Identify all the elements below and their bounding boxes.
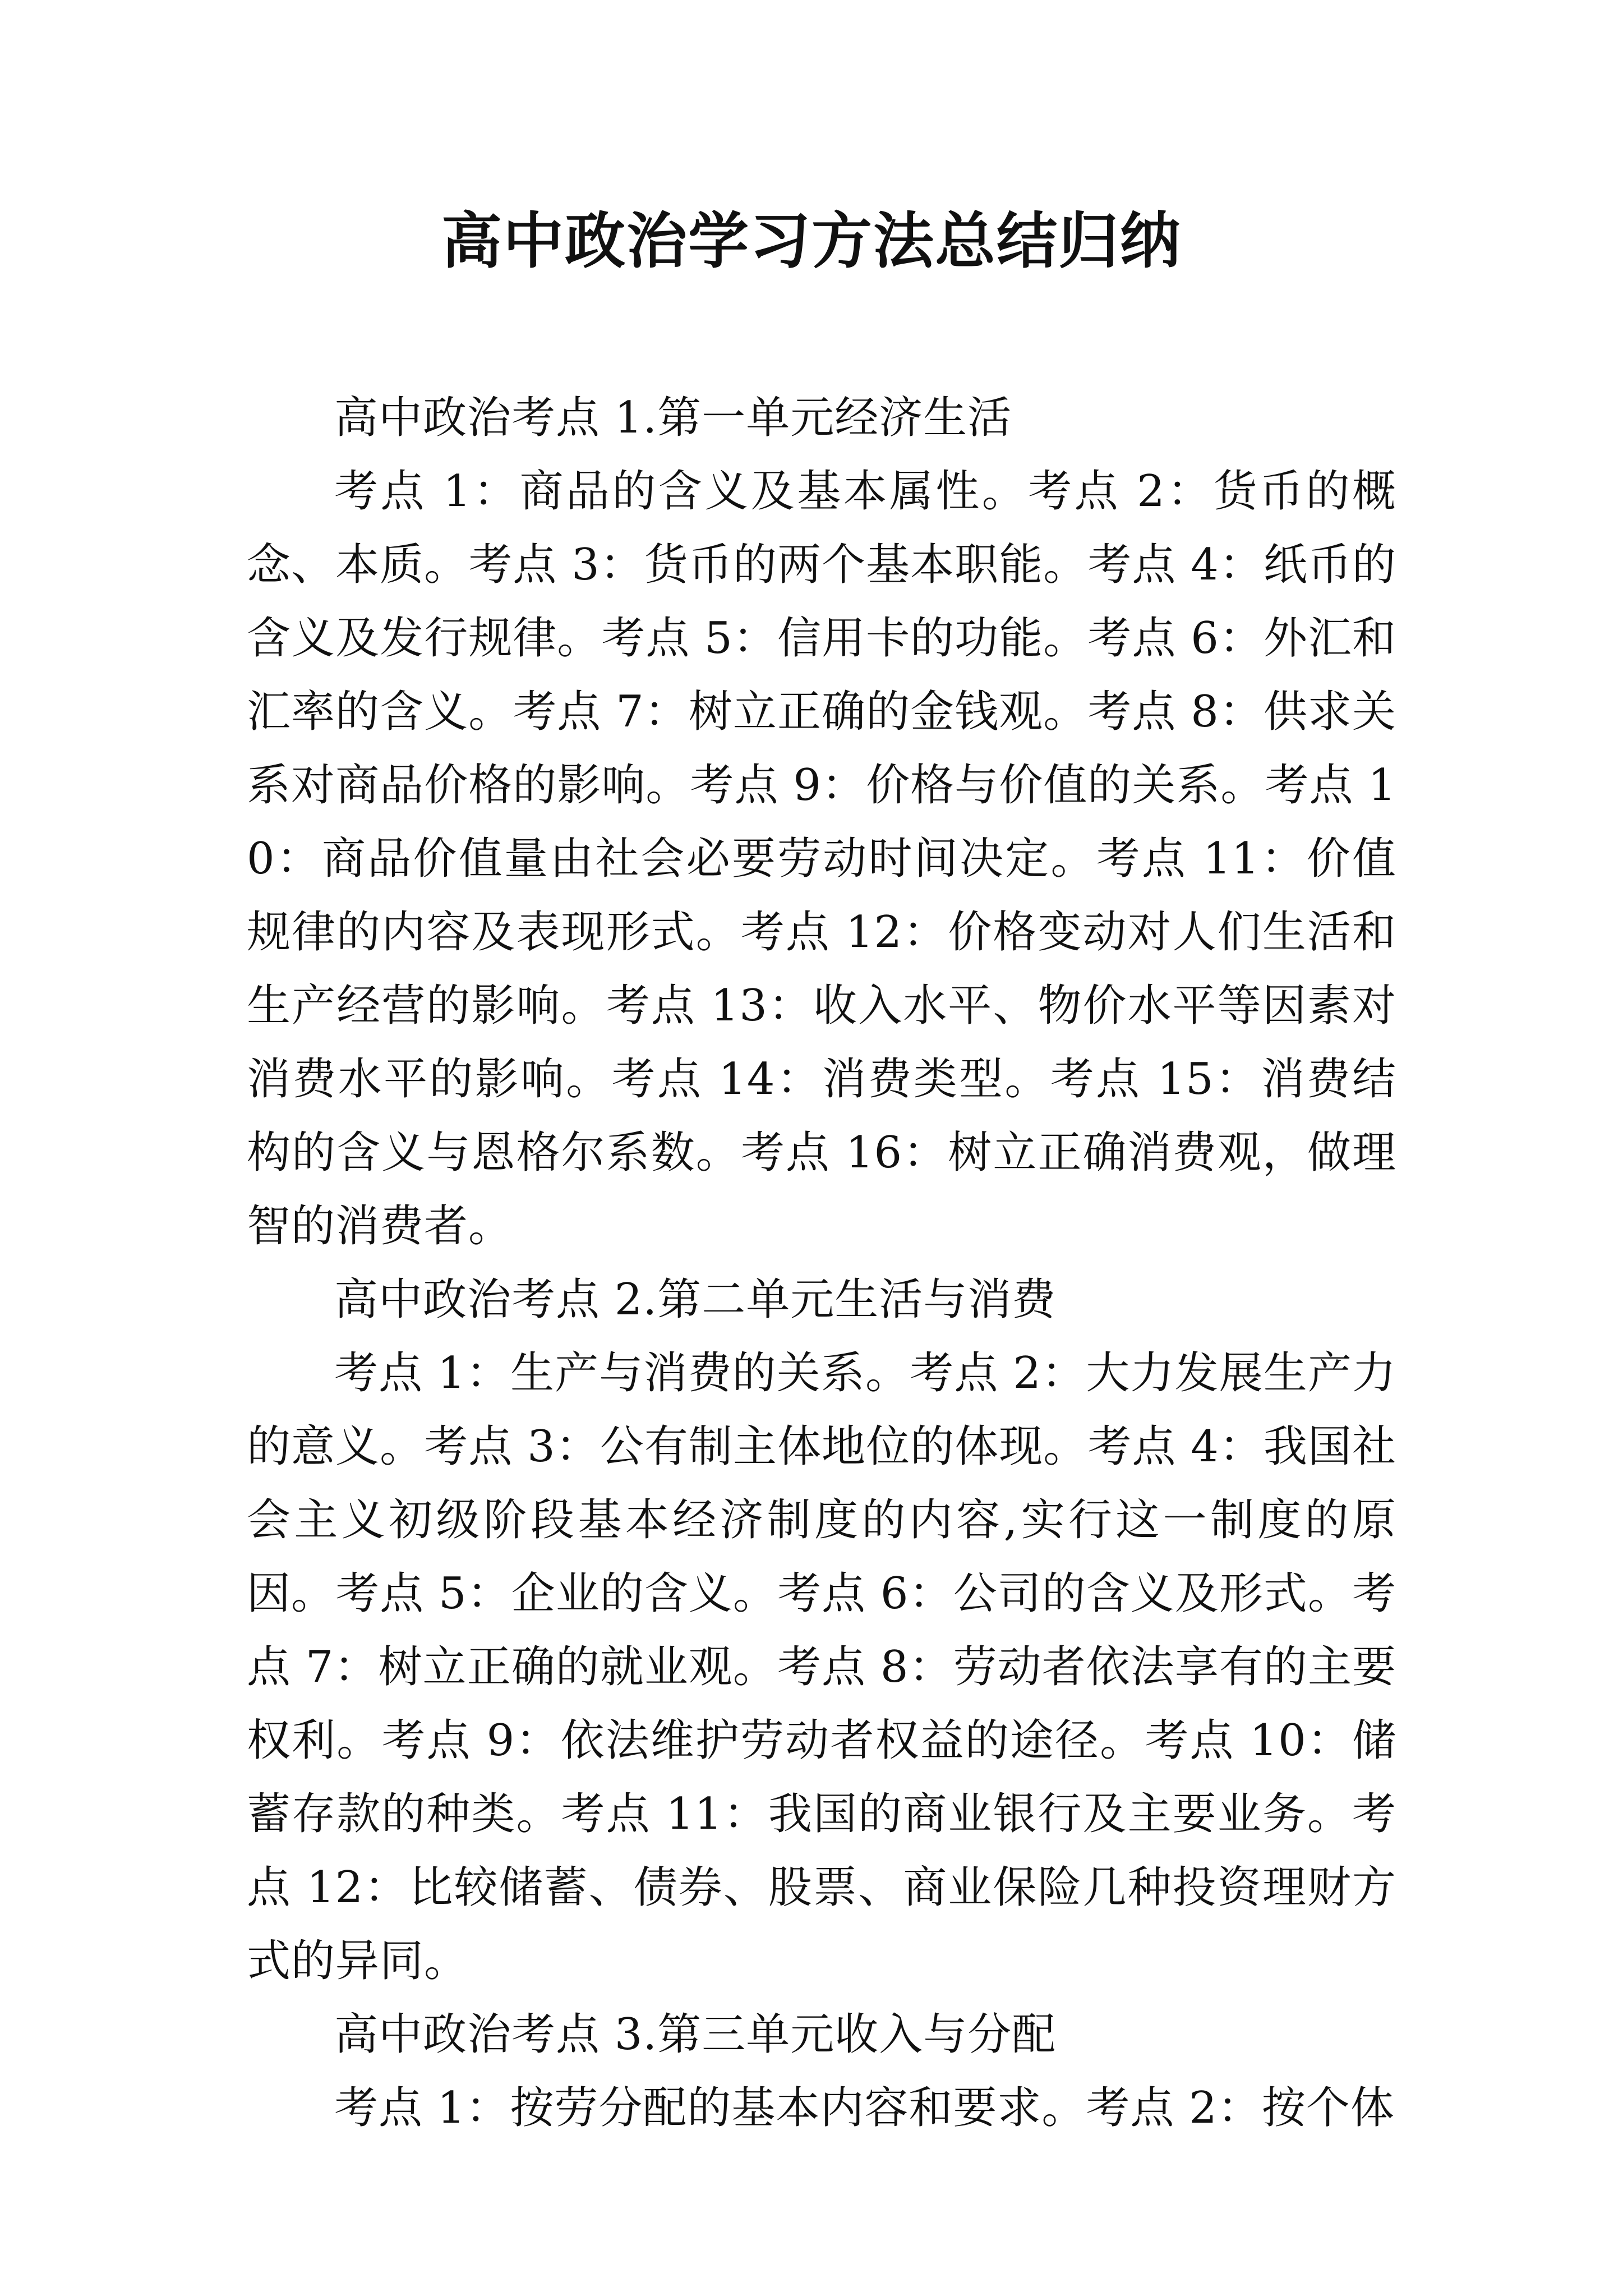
document-title: 高中政治学习方法总结归纳	[441, 206, 1182, 277]
section-heading-unit-1: 高中政治考点 1.第一单元经济生活	[334, 393, 1012, 443]
paragraph-unit-1-points: 考点 1：商品的含义及基本属性。考点 2：货币的概念、本质。考点 3：货币的两个基本职能。考点 4：纸币的含义及发行规律。考点 5：信用卡的功能。考点 6：外汇和汇率的含义。考点 7：树立正确的金钱观。考点 8：供求关系对商品价格的影响。考点 9：价格与价值的关系。考点 10：商品价值量由社会必要劳动时间决定。考点 11：价值规律的内容及表现形式。考点 12：价格变动对人们生活和生产经营的影响。考点 13：收入水平、物价水平等因素对消费水平的影响。考点 14：消费类型。考点 15：消费结构的含义与恩格尔系数。考点 16：树立正确消费观，做理智的消费者。	[247, 466, 1396, 1251]
paragraph-unit-2-points: 考点 1：生产与消费的关系。考点 2：大力发展生产力的意义。考点 3：公有制主体地位的体现。考点 4：我国社会主义初级阶段基本经济制度的内容,实行这一制度的原因。考点 5：企业的含义。考点 6：公司的含义及形式。考点 7：树立正确的就业观。考点 8：劳动者依法享有的主要权利。考点 9：依法维护劳动者权益的途径。考点 10：储蓄存款的种类。考点 11：我国的商业银行及主要业务。考点 12：比较储蓄、债券、股票、商业保险几种投资理财方式的异同。	[247, 1348, 1396, 1986]
section-heading-unit-2: 高中政治考点 2.第二单元生活与消费	[334, 1274, 1057, 1325]
paragraph-unit-3-points: 考点 1：按劳分配的基本内容和要求。考点 2：按个体	[334, 2083, 1395, 2133]
section-heading-unit-3: 高中政治考点 3.第三单元收入与分配	[334, 2009, 1057, 2060]
document-body	[247, 381, 1396, 2145]
